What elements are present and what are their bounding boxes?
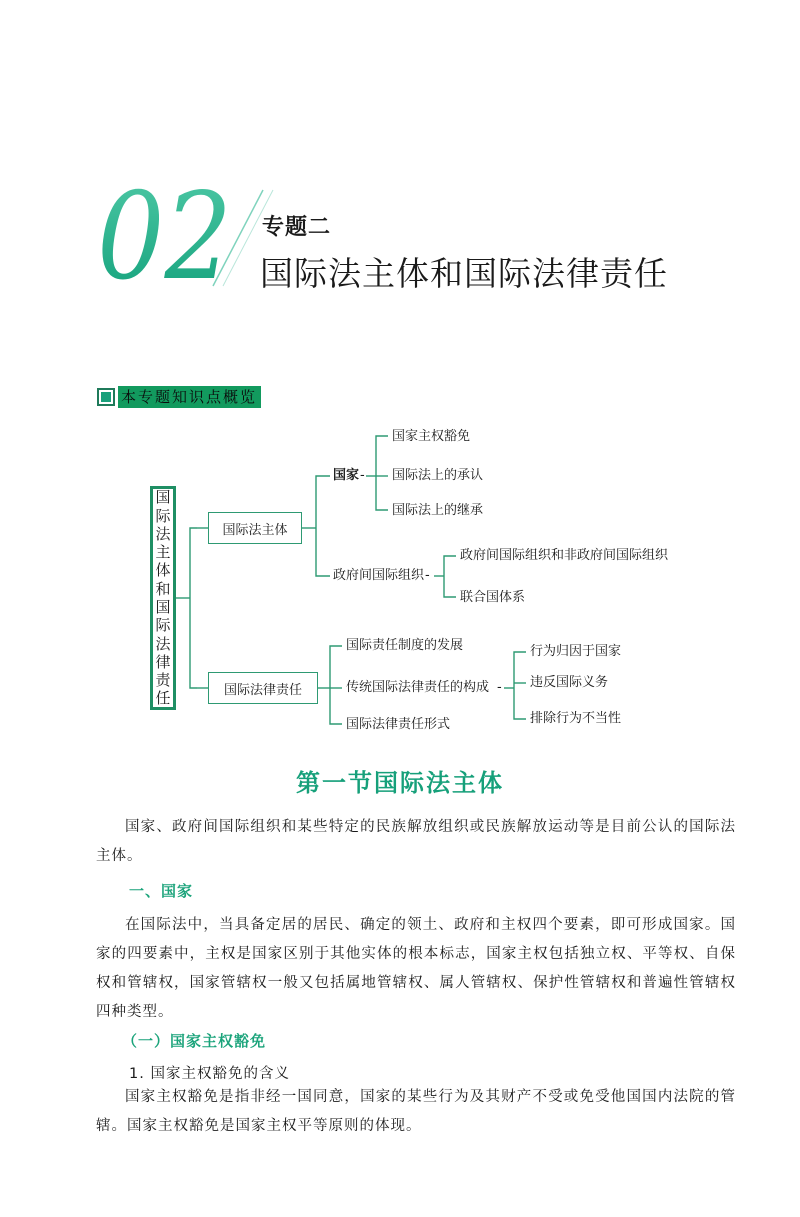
resp-item-2: 国际法律责任形式 [346,717,451,732]
subhead-immunity-meaning: 1. 国家主权豁免的含义 [129,1066,290,1082]
connector-resp-branch [330,646,342,724]
node-igo-dash: - [425,568,430,583]
node-state-dash: - [360,468,365,483]
igo-item-1: 联合国体系 [460,590,526,605]
node-igo: 政府间国际组织 [333,568,425,583]
connector-comp-branch [514,652,526,719]
root-char: 律 [155,652,171,671]
comp-item-2: 排除行为不当性 [530,711,622,726]
root-char: 际 [155,616,171,635]
node-responsibility: 国际法律责任 [208,672,318,704]
node-subjects: 国际法主体 [208,512,302,544]
chapter-number-text: 02 [97,178,232,290]
heading-state: 一、国家 [129,882,194,900]
state-item-0: 国家主权豁免 [392,429,471,444]
root-char: 国 [155,488,171,507]
comp-item-0: 行为归因于国家 [530,644,622,659]
immunity-paragraph: 国家主权豁免是指非经一国同意，国家的某些行为及其财产不受或免受他国国内法院的管辖。国家主权豁免是国家主权平等原则的体现。 [96,1089,736,1134]
igo-item-0: 政府间国际组织和非政府间国际组织 [460,548,669,563]
state-item-1: 国际法上的承认 [392,468,484,483]
root-char: 责 [155,671,171,690]
overview-badge [97,386,261,408]
root-char: 法 [155,524,171,543]
overview-label: 本专题知识点概览 [118,386,261,408]
root-char: 际 [155,506,171,525]
square-bullet-icon [97,388,115,406]
connector-subject-branch [316,476,330,576]
resp-item-1: 传统国际法律责任的构成 [346,680,490,695]
connector-state-branch [376,436,388,510]
connector-root-branch [190,528,197,688]
connector-igo-branch [444,556,456,597]
root-char: 和 [155,579,171,598]
chapter-label: 专题二 [262,215,332,240]
root-char: 国 [155,598,171,616]
mindmap-root [150,486,176,710]
root-char: 主 [155,543,171,562]
intro-paragraph: 国家、政府间国际组织和某些特定的民族解放组织或民族解放运动等是目前公认的国际法主体。 [96,819,736,864]
chapter-title: 国际法主体和国际法律责任 [260,254,668,293]
state-item-2: 国际法上的继承 [392,503,484,518]
section-title: 第一节国际法主体 [296,769,504,797]
root-char: 任 [155,689,171,708]
resp-item-1-dash: - [497,680,502,695]
root-char: 法 [155,634,171,653]
chapter-number-graphic [95,178,280,290]
comp-item-1: 违反国际义务 [530,675,609,690]
root-char: 体 [155,561,171,580]
node-state: 国家 [333,468,360,483]
state-paragraph: 在国际法中，当具备定居的居民、确定的领土、政府和主权四个要素，即可形成国家。国家的四要素中，主权是国家区别于其他实体的根本标志，国家主权包括独立权、平等权、自保权和管辖权，国家管辖权一般又包括属地管辖权、属人管辖权、保护性管辖权和普遍性管辖权四种类型。 [96,917,736,1020]
resp-item-0: 国际责任制度的发展 [346,638,464,653]
heading-immunity: （一）国家主权豁免 [122,1032,267,1050]
